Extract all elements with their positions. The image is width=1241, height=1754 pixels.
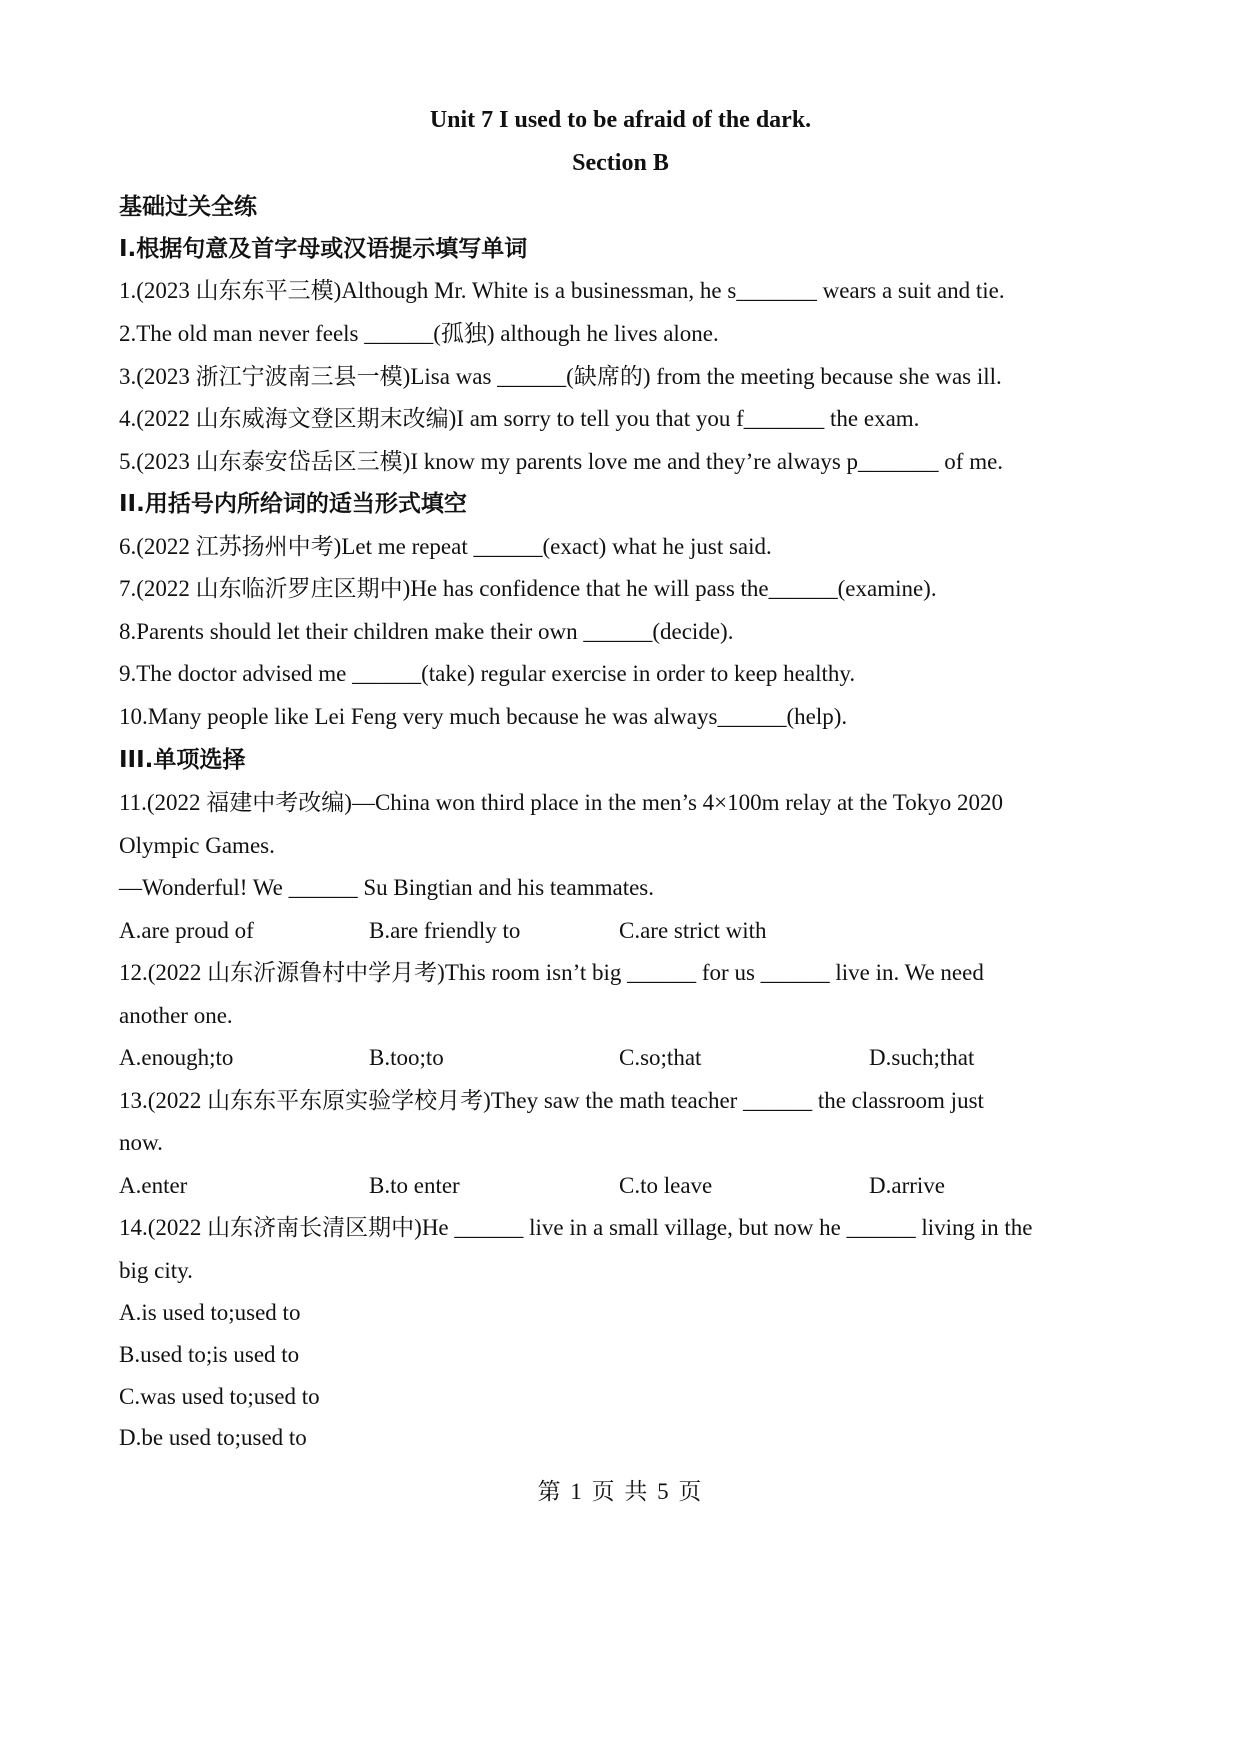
question-13-line-1: 13.(2022 山东东平东原实验学校月考)They saw the math teacher ______ the classroom just (119, 1088, 984, 1113)
option-a: A.enough;to (119, 1045, 234, 1070)
option-d: D.arrive (869, 1173, 945, 1198)
question-5: 5.(2023 山东泰安岱岳区三模)I know my parents love me and they’re always p_______ of me. (119, 449, 1004, 474)
question-12-line-2: another one. (119, 1003, 233, 1028)
part-2-heading: II.用括号内所给词的适当形式填空 (119, 491, 467, 517)
question-14-option-c: C.was used to;used to (119, 1384, 320, 1409)
section-subtitle: Section B (572, 150, 669, 176)
question-14-line-1: 14.(2022 山东济南长清区期中)He ______ live in a small village, but now he ______ living in the (119, 1215, 1033, 1240)
part-1-heading: I.根据句意及首字母或汉语提示填写单词 (119, 236, 528, 262)
question-4: 4.(2022 山东威海文登区期末改编)I am sorry to tell you that you f_______ the exam. (119, 406, 920, 431)
question-9: 9.The doctor advised me ______(take) regular exercise in order to keep healthy. (119, 661, 856, 686)
question-2: 2.The old man never feels ______(孤独) although he lives alone. (119, 321, 719, 346)
question-6: 6.(2022 江苏扬州中考)Let me repeat ______(exact) what he just said. (119, 534, 772, 559)
option-c: C.so;that (619, 1045, 702, 1070)
question-14-line-2: big city. (119, 1258, 193, 1283)
question-11-line-3: —Wonderful! We ______ Su Bingtian and his teammates. (119, 875, 655, 900)
option-d: D.such;that (869, 1045, 975, 1070)
question-8: 8.Parents should let their children make their own ______(decide). (119, 619, 734, 644)
question-14-option-b: B.used to;is used to (119, 1342, 300, 1367)
part-3-heading: III.单项选择 (119, 747, 246, 773)
section-label: 基础过关全练 (119, 194, 257, 220)
option-b: B.are friendly to (369, 918, 521, 943)
page-number-footer: 第 1 页 共 5 页 (537, 1479, 704, 1504)
option-a: A.enter (119, 1173, 188, 1198)
question-12-line-1: 12.(2022 山东沂源鲁村中学月考)This room isn’t big ______ for us ______ live in. We need (119, 960, 984, 985)
question-13-line-2: now. (119, 1130, 163, 1155)
option-a: A.are proud of (119, 918, 254, 943)
question-11-line-1: 11.(2022 福建中考改编)—China won third place in the men’s 4×100m relay at the Tokyo 2020 (119, 790, 1003, 815)
question-10: 10.Many people like Lei Feng very much because he was always______(help). (119, 704, 848, 729)
option-c: C.to leave (619, 1173, 713, 1198)
question-14-option-a: A.is used to;used to (119, 1300, 301, 1325)
option-b: B.to enter (369, 1173, 460, 1198)
question-11-line-2: Olympic Games. (119, 833, 275, 858)
question-7: 7.(2022 山东临沂罗庄区期中)He has confidence that he will pass the______(examine). (119, 576, 937, 601)
question-3: 3.(2023 浙江宁波南三县一模)Lisa was ______(缺席的) from the meeting because she was ill. (119, 364, 1002, 389)
option-b: B.too;to (369, 1045, 444, 1070)
question-14-option-d: D.be used to;used to (119, 1425, 307, 1450)
question-1: 1.(2023 山东东平三模)Although Mr. White is a businessman, he s_______ wears a suit and tie. (119, 278, 1005, 303)
page-title: Unit 7 I used to be afraid of the dark. (429, 107, 812, 133)
option-c: C.are strict with (619, 918, 767, 943)
